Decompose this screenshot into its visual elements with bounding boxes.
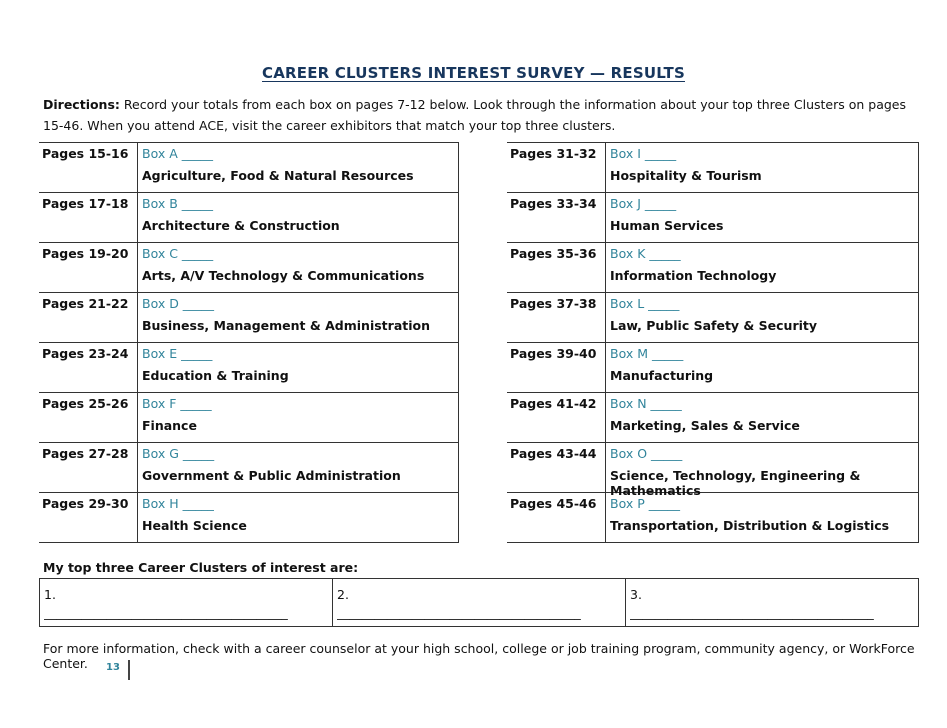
cluster-row bbox=[507, 243, 919, 293]
cluster-box-total[interactable]: Box D _____ bbox=[142, 296, 215, 311]
cluster-row bbox=[507, 343, 919, 393]
cluster-info bbox=[606, 193, 919, 243]
page-number: 13 bbox=[106, 662, 120, 673]
cluster-pages: Pages 31-32 bbox=[507, 143, 606, 193]
cluster-info bbox=[606, 243, 919, 293]
cluster-pages: Pages 29-30 bbox=[39, 493, 138, 543]
cluster-pages: Pages 25-26 bbox=[39, 393, 138, 443]
slot-number: 3. bbox=[630, 587, 642, 602]
cluster-info bbox=[138, 393, 459, 443]
cluster-info bbox=[138, 343, 459, 393]
top-three-slot-1[interactable] bbox=[40, 579, 333, 627]
slot-number: 1. bbox=[44, 587, 56, 602]
cluster-row bbox=[39, 443, 459, 493]
slot-blank-line: _______________________________________ bbox=[337, 605, 581, 620]
cluster-name: Architecture & Construction bbox=[142, 218, 340, 233]
cluster-box-total[interactable]: Box B _____ bbox=[142, 196, 214, 211]
cluster-pages: Pages 17-18 bbox=[39, 193, 138, 243]
cluster-pages: Pages 35-36 bbox=[507, 243, 606, 293]
cluster-info bbox=[138, 493, 459, 543]
cluster-box-total[interactable]: Box C _____ bbox=[142, 246, 214, 261]
cluster-pages: Pages 19-20 bbox=[39, 243, 138, 293]
cluster-info bbox=[606, 293, 919, 343]
cluster-name: Hospitality & Tourism bbox=[610, 168, 762, 183]
cluster-row bbox=[39, 393, 459, 443]
directions-text: Record your totals from each box on pages 7-12 below. Look through the information about your top three Clusters on pages 15-46. When you attend ACE, visit the career exhibitors that match your top three clusters. bbox=[43, 97, 906, 133]
top-three-label: My top three Career Clusters of interest are: bbox=[43, 560, 359, 575]
directions-label: Directions: bbox=[43, 97, 120, 112]
cluster-pages: Pages 37-38 bbox=[507, 293, 606, 343]
footer-note: For more information, check with a career counselor at your high school, college or job training program, community agency, or WorkForce Center. bbox=[43, 641, 915, 671]
cluster-name: Arts, A/V Technology & Communications bbox=[142, 268, 425, 283]
left-cluster-table bbox=[39, 142, 459, 543]
cluster-row bbox=[507, 393, 919, 443]
cluster-info bbox=[138, 193, 459, 243]
cluster-name: Government & Public Administration bbox=[142, 468, 401, 483]
cluster-box-total[interactable]: Box A _____ bbox=[142, 146, 213, 161]
cluster-pages: Pages 15-16 bbox=[39, 143, 138, 193]
cluster-row bbox=[39, 193, 459, 243]
cluster-info bbox=[606, 343, 919, 393]
cluster-box-total[interactable]: Box M _____ bbox=[610, 346, 684, 361]
cluster-pages: Pages 27-28 bbox=[39, 443, 138, 493]
cluster-name: Health Science bbox=[142, 518, 247, 533]
cluster-box-total[interactable]: Box J _____ bbox=[610, 196, 677, 211]
cluster-info bbox=[606, 143, 919, 193]
page-title: CAREER CLUSTERS INTEREST SURVEY — RESULTS bbox=[262, 64, 685, 82]
cluster-name: Agriculture, Food & Natural Resources bbox=[142, 168, 414, 183]
cluster-name: Education & Training bbox=[142, 368, 289, 383]
top-three-slot-2[interactable] bbox=[333, 579, 626, 627]
cluster-row bbox=[39, 143, 459, 193]
cluster-info bbox=[138, 143, 459, 193]
cluster-row bbox=[39, 343, 459, 393]
cluster-name: Finance bbox=[142, 418, 197, 433]
cluster-row bbox=[507, 193, 919, 243]
slot-number: 2. bbox=[337, 587, 349, 602]
top-three-slot-3[interactable] bbox=[626, 579, 919, 627]
top-three-table bbox=[39, 578, 919, 627]
right-cluster-table bbox=[507, 142, 919, 543]
cluster-row bbox=[507, 143, 919, 193]
slot-blank-line: _______________________________________ bbox=[630, 605, 874, 620]
cluster-row bbox=[507, 443, 919, 493]
cluster-pages: Pages 33-34 bbox=[507, 193, 606, 243]
cluster-box-total[interactable]: Box I _____ bbox=[610, 146, 677, 161]
cluster-name: Manufacturing bbox=[610, 368, 714, 383]
cluster-name: Science, Technology, Engineering & Mathematics bbox=[610, 468, 861, 498]
cluster-box-total[interactable]: Box P _____ bbox=[610, 496, 680, 511]
cluster-info bbox=[606, 443, 919, 498]
cluster-row bbox=[507, 493, 919, 543]
cluster-info bbox=[606, 393, 919, 443]
cluster-name: Marketing, Sales & Service bbox=[610, 418, 800, 433]
cluster-box-total[interactable]: Box G _____ bbox=[142, 446, 215, 461]
cluster-pages: Pages 41-42 bbox=[507, 393, 606, 443]
cluster-box-total[interactable]: Box F _____ bbox=[142, 396, 212, 411]
cluster-box-total[interactable]: Box N _____ bbox=[610, 396, 682, 411]
cluster-box-total[interactable]: Box E _____ bbox=[142, 346, 213, 361]
cluster-name: Business, Management & Administration bbox=[142, 318, 431, 333]
cluster-name: Human Services bbox=[610, 218, 724, 233]
cluster-name: Transportation, Distribution & Logistics bbox=[610, 518, 890, 533]
cluster-row bbox=[39, 493, 459, 543]
cluster-pages: Pages 43-44 bbox=[507, 443, 606, 493]
cluster-pages: Pages 21-22 bbox=[39, 293, 138, 343]
cluster-box-total[interactable]: Box L _____ bbox=[610, 296, 680, 311]
cluster-box-total[interactable]: Box K _____ bbox=[610, 246, 681, 261]
cluster-info bbox=[138, 293, 459, 343]
cluster-name: Information Technology bbox=[610, 268, 777, 283]
cluster-box-total[interactable]: Box H _____ bbox=[142, 496, 214, 511]
page-number-divider bbox=[128, 660, 130, 680]
slot-blank-line: _______________________________________ bbox=[44, 605, 288, 620]
cluster-info bbox=[138, 243, 459, 293]
cluster-pages: Pages 23-24 bbox=[39, 343, 138, 393]
cluster-pages: Pages 39-40 bbox=[507, 343, 606, 393]
cluster-info bbox=[138, 443, 459, 493]
cluster-row bbox=[39, 293, 459, 343]
cluster-name: Law, Public Safety & Security bbox=[610, 318, 818, 333]
cluster-box-total[interactable]: Box O _____ bbox=[610, 446, 683, 461]
cluster-row bbox=[507, 293, 919, 343]
cluster-pages: Pages 45-46 bbox=[507, 493, 606, 543]
directions bbox=[43, 94, 913, 136]
cluster-info bbox=[606, 493, 919, 543]
cluster-row bbox=[39, 243, 459, 293]
